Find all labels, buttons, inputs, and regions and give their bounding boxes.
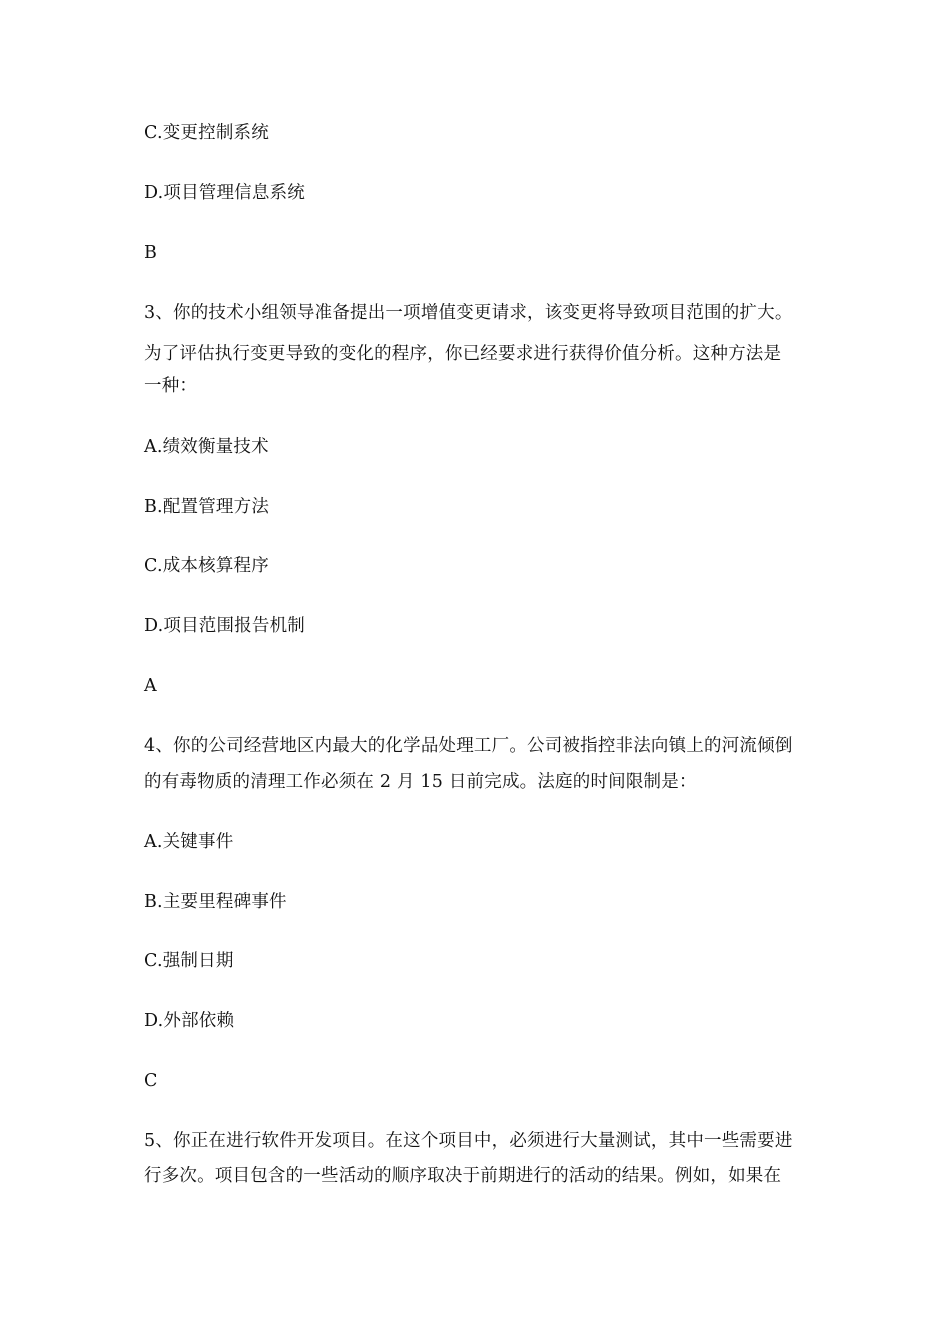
option-c-q2: C.变更控制系统 (144, 123, 269, 143)
question-5-line-2: 行多次。项目包含的一些活动的顺序取决于前期进行的活动的结果。例如，如果在 (144, 1166, 782, 1186)
option-d-q2: D.项目管理信息系统 (144, 183, 305, 203)
question-3-line-2: 为了评估执行变更导致的变化的程序，你已经要求进行获得价值分析。这种方法是 (144, 344, 782, 364)
option-c-q3: C.成本核算程序 (144, 556, 269, 576)
question-4-line-2: 的有毒物质的清理工作必须在 2 月 15 日前完成。法庭的时间限制是： (144, 772, 697, 792)
option-d-q4: D.外部依赖 (144, 1011, 235, 1031)
option-d-q3: D.项目范围报告机制 (144, 616, 305, 636)
option-b-q4: B.主要里程碑事件 (144, 892, 287, 912)
option-b-q3: B.配置管理方法 (144, 497, 270, 517)
answer-q2: B (144, 243, 158, 263)
option-a-q3: A.绩效衡量技术 (144, 437, 269, 457)
answer-q3: A (144, 676, 157, 696)
option-a-q4: A.关键事件 (144, 832, 234, 852)
question-3-line-1: 3、你的技术小组领导准备提出一项增值变更请求，该变更将导致项目范围的扩大。 (144, 303, 793, 323)
answer-q4: C (144, 1071, 158, 1091)
option-c-q4: C.强制日期 (144, 951, 234, 971)
question-3-line-3: 一种： (144, 376, 198, 396)
question-4-line-1: 4、你的公司经营地区内最大的化学品处理工厂。公司被指控非法向镇上的河流倾倒 (144, 736, 793, 756)
question-5-line-1: 5、你正在进行软件开发项目。在这个项目中，必须进行大量测试，其中一些需要进 (144, 1131, 793, 1151)
